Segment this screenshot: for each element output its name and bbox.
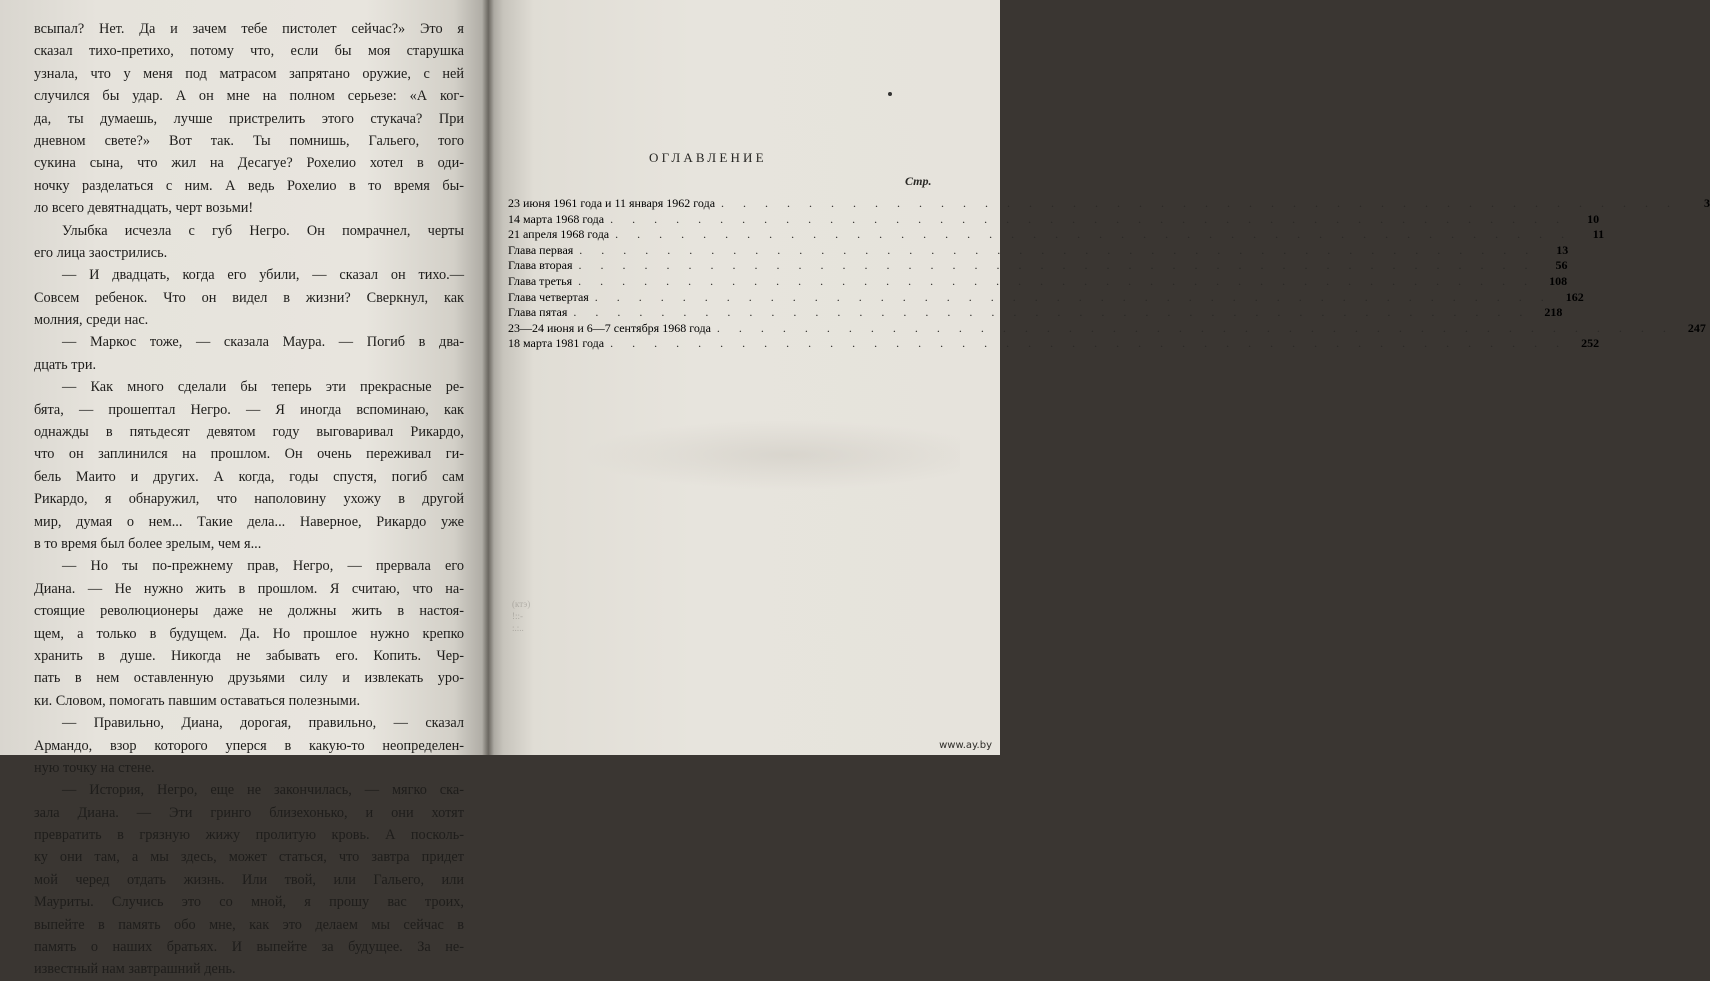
text-line: — И двадцать, когда его убили, — сказал он тихо.— xyxy=(62,267,464,284)
text-line: щем, а только в будущем. Да. Но прошлое нужно крепко xyxy=(34,625,464,642)
toc-entry-label: 14 марта 1968 года xyxy=(508,211,605,226)
ink-spot xyxy=(888,92,892,96)
table-of-contents xyxy=(508,196,1710,352)
text-line: память о наших братьях. И выпейте за будущее. За не- xyxy=(34,939,464,956)
toc-entry-label: Глава четвертая xyxy=(508,289,589,304)
show-through-text: (ктэ) !::- :.:.. xyxy=(512,599,531,633)
text-line: Улыбка исчезла с губ Негро. Он помрачнел, черты xyxy=(62,222,464,239)
text-line: превратить в грязную жижу пролитую кровь. А посколь- xyxy=(34,827,464,844)
text-line: Армандо, взор которого уперся в какую-то неопределен- xyxy=(34,737,464,754)
text-line: случился бы удар. А он мне на полном серьезе: «А ког- xyxy=(34,88,464,105)
toc-entry xyxy=(508,258,1568,274)
toc-leader-dots xyxy=(721,196,1678,212)
text-line: выпейте в память обо мне, как это делаем мы сейчас в xyxy=(34,916,464,933)
text-line: ки. Словом, помогать павшим оставаться полезными. xyxy=(34,692,361,709)
text-line: бята, — прошептал Негро. — Я иногда вспоминаю, как xyxy=(34,401,464,418)
text-line: узнала, что у меня под матрасом запрятано оружие, с ней xyxy=(34,65,464,82)
toc-leader-dots xyxy=(615,227,1572,243)
text-line: Мауриты. Случись это со мной, я прошу вас троих, xyxy=(34,894,464,911)
text-line: что он заплинился на прошлом. Он очень переживал ги- xyxy=(34,446,464,463)
toc-entry-page: 11 xyxy=(1592,227,1605,242)
toc-page-header: Стр. xyxy=(905,174,932,188)
text-line: — Но ты по-прежнему прав, Негро, — прервала его xyxy=(62,558,464,575)
toc-entry-page: 218 xyxy=(1544,305,1563,320)
page-stain xyxy=(580,420,960,490)
body-text xyxy=(34,18,464,981)
toc-entry xyxy=(508,289,1584,306)
text-line: Рикардо, я обнаружил, что наполовину ухожу в другой xyxy=(34,491,464,508)
toc-entry-page: 3 xyxy=(1704,196,1710,210)
toc-entry xyxy=(508,196,1710,212)
text-line: — Маркос тоже, — сказала Маура. — Погиб в два- xyxy=(62,334,464,351)
toc-entry-page: 162 xyxy=(1565,289,1584,304)
text-line: дцать три. xyxy=(34,356,97,373)
text-line: бель Маито и других. А когда, годы спустя, погиб сам xyxy=(34,468,464,485)
text-line: — История, Негро, еще не закончилась, — мягко ска- xyxy=(62,782,464,799)
toc-leader-dots xyxy=(578,258,1535,274)
text-line: известный нам завтрашний день. xyxy=(34,961,236,978)
text-line: молния, среди нас. xyxy=(34,312,149,329)
toc-entry-label: 23—24 июня и 6—7 сентября 1968 года xyxy=(508,320,711,335)
text-line: пать в нем оставленную друзьями силу и извлекать уро- xyxy=(34,670,464,687)
text-line: — Правильно, Диана, дорогая, правильно, — сказал xyxy=(62,715,464,732)
right-page xyxy=(488,0,1000,755)
toc-entry-label: Глава вторая xyxy=(508,258,573,273)
toc-entry-page: 10 xyxy=(1587,211,1600,226)
text-line: да, ты думаешь, лучше пристрелить этого стукача? При xyxy=(34,110,464,127)
text-line: в то время был более зрелым, чем я... xyxy=(34,535,262,552)
toc-title: ОГЛАВЛЕНИЕ xyxy=(649,150,767,165)
book-gutter xyxy=(482,0,494,755)
text-line: однажды в пятьдесят девятом году выговаривал Рикардо, xyxy=(34,424,464,441)
text-line: всыпал? Нет. Да и зачем тебе пистолет сейчас?» Это я xyxy=(34,21,464,37)
toc-entry-page: 247 xyxy=(1687,320,1706,335)
toc-entry-page: 13 xyxy=(1556,242,1569,257)
toc-entry-label: 23 июня 1961 года и 11 января 1962 года xyxy=(508,196,716,210)
text-line: дневном свете?» Вот так. Ты помнишь, Гальего, того xyxy=(34,132,464,149)
toc-entry xyxy=(508,305,1563,321)
text-line: стоящие революционеры даже не должны жить в настоя- xyxy=(34,603,464,620)
toc-entry-label: Глава третья xyxy=(508,273,573,288)
toc-entry xyxy=(508,227,1605,243)
text-line: сказал тихо-претихо, потому что, если бы моя старушка xyxy=(34,43,464,60)
toc-entry xyxy=(508,320,1706,337)
toc-entry xyxy=(508,211,1600,228)
text-line: мой черед отдать жизнь. Или твой, или Гальего, или xyxy=(34,871,464,888)
toc-entry xyxy=(508,273,1568,290)
text-line: мир, думая о нем... Такие дела... Наверное, Рикардо уже xyxy=(34,513,464,530)
toc-entry-page: 108 xyxy=(1549,273,1568,288)
text-line: зала Диана. — Эти гринго близехонько, и они хотят xyxy=(34,804,464,821)
toc-leader-dots xyxy=(717,321,1674,337)
toc-entry xyxy=(508,336,1600,352)
watermark: www.ay.by xyxy=(939,740,992,751)
text-line: Диана. — Не нужно жить в прошлом. Я считаю, что на- xyxy=(34,580,464,597)
text-line: ло всего девятнадцать, черт возьми! xyxy=(34,200,254,217)
toc-leader-dots xyxy=(579,243,1536,259)
toc-leader-dots xyxy=(573,305,1530,321)
text-line: его лица заострились. xyxy=(34,244,168,261)
left-page xyxy=(0,0,488,978)
toc-leader-dots xyxy=(610,336,1567,352)
text-line: Совсем ребенок. Что он видел в жизни? Сверкнул, как xyxy=(34,289,464,306)
text-line: сукина сына, что жил на Десагуе? Рохелио хотел в оди- xyxy=(34,155,464,172)
toc-entry-label: 21 апреля 1968 года xyxy=(508,227,610,242)
toc-leader-dots xyxy=(610,212,1567,228)
toc-entry-label: Глава первая xyxy=(508,242,574,257)
toc-leader-dots xyxy=(578,274,1535,290)
toc-entry-page: 56 xyxy=(1555,258,1568,273)
toc-entry xyxy=(508,242,1569,259)
text-line: ночку разделаться с ним. А ведь Рохелио в то время бы- xyxy=(34,177,464,194)
text-line: хранить в душе. Никогда не забывать его. Копить. Чер- xyxy=(34,647,464,664)
toc-entry-page: 252 xyxy=(1581,336,1600,351)
toc-entry-label: 18 марта 1981 года xyxy=(508,336,605,351)
text-line: ную точку на стене. xyxy=(34,759,155,776)
text-line: ку они там, а мы здесь, может статься, что завтра придет xyxy=(34,849,464,866)
toc-entry-label: Глава пятая xyxy=(508,305,568,320)
toc-leader-dots xyxy=(595,290,1552,306)
text-line: — Как много сделали бы теперь эти прекрасные ре- xyxy=(62,379,464,396)
